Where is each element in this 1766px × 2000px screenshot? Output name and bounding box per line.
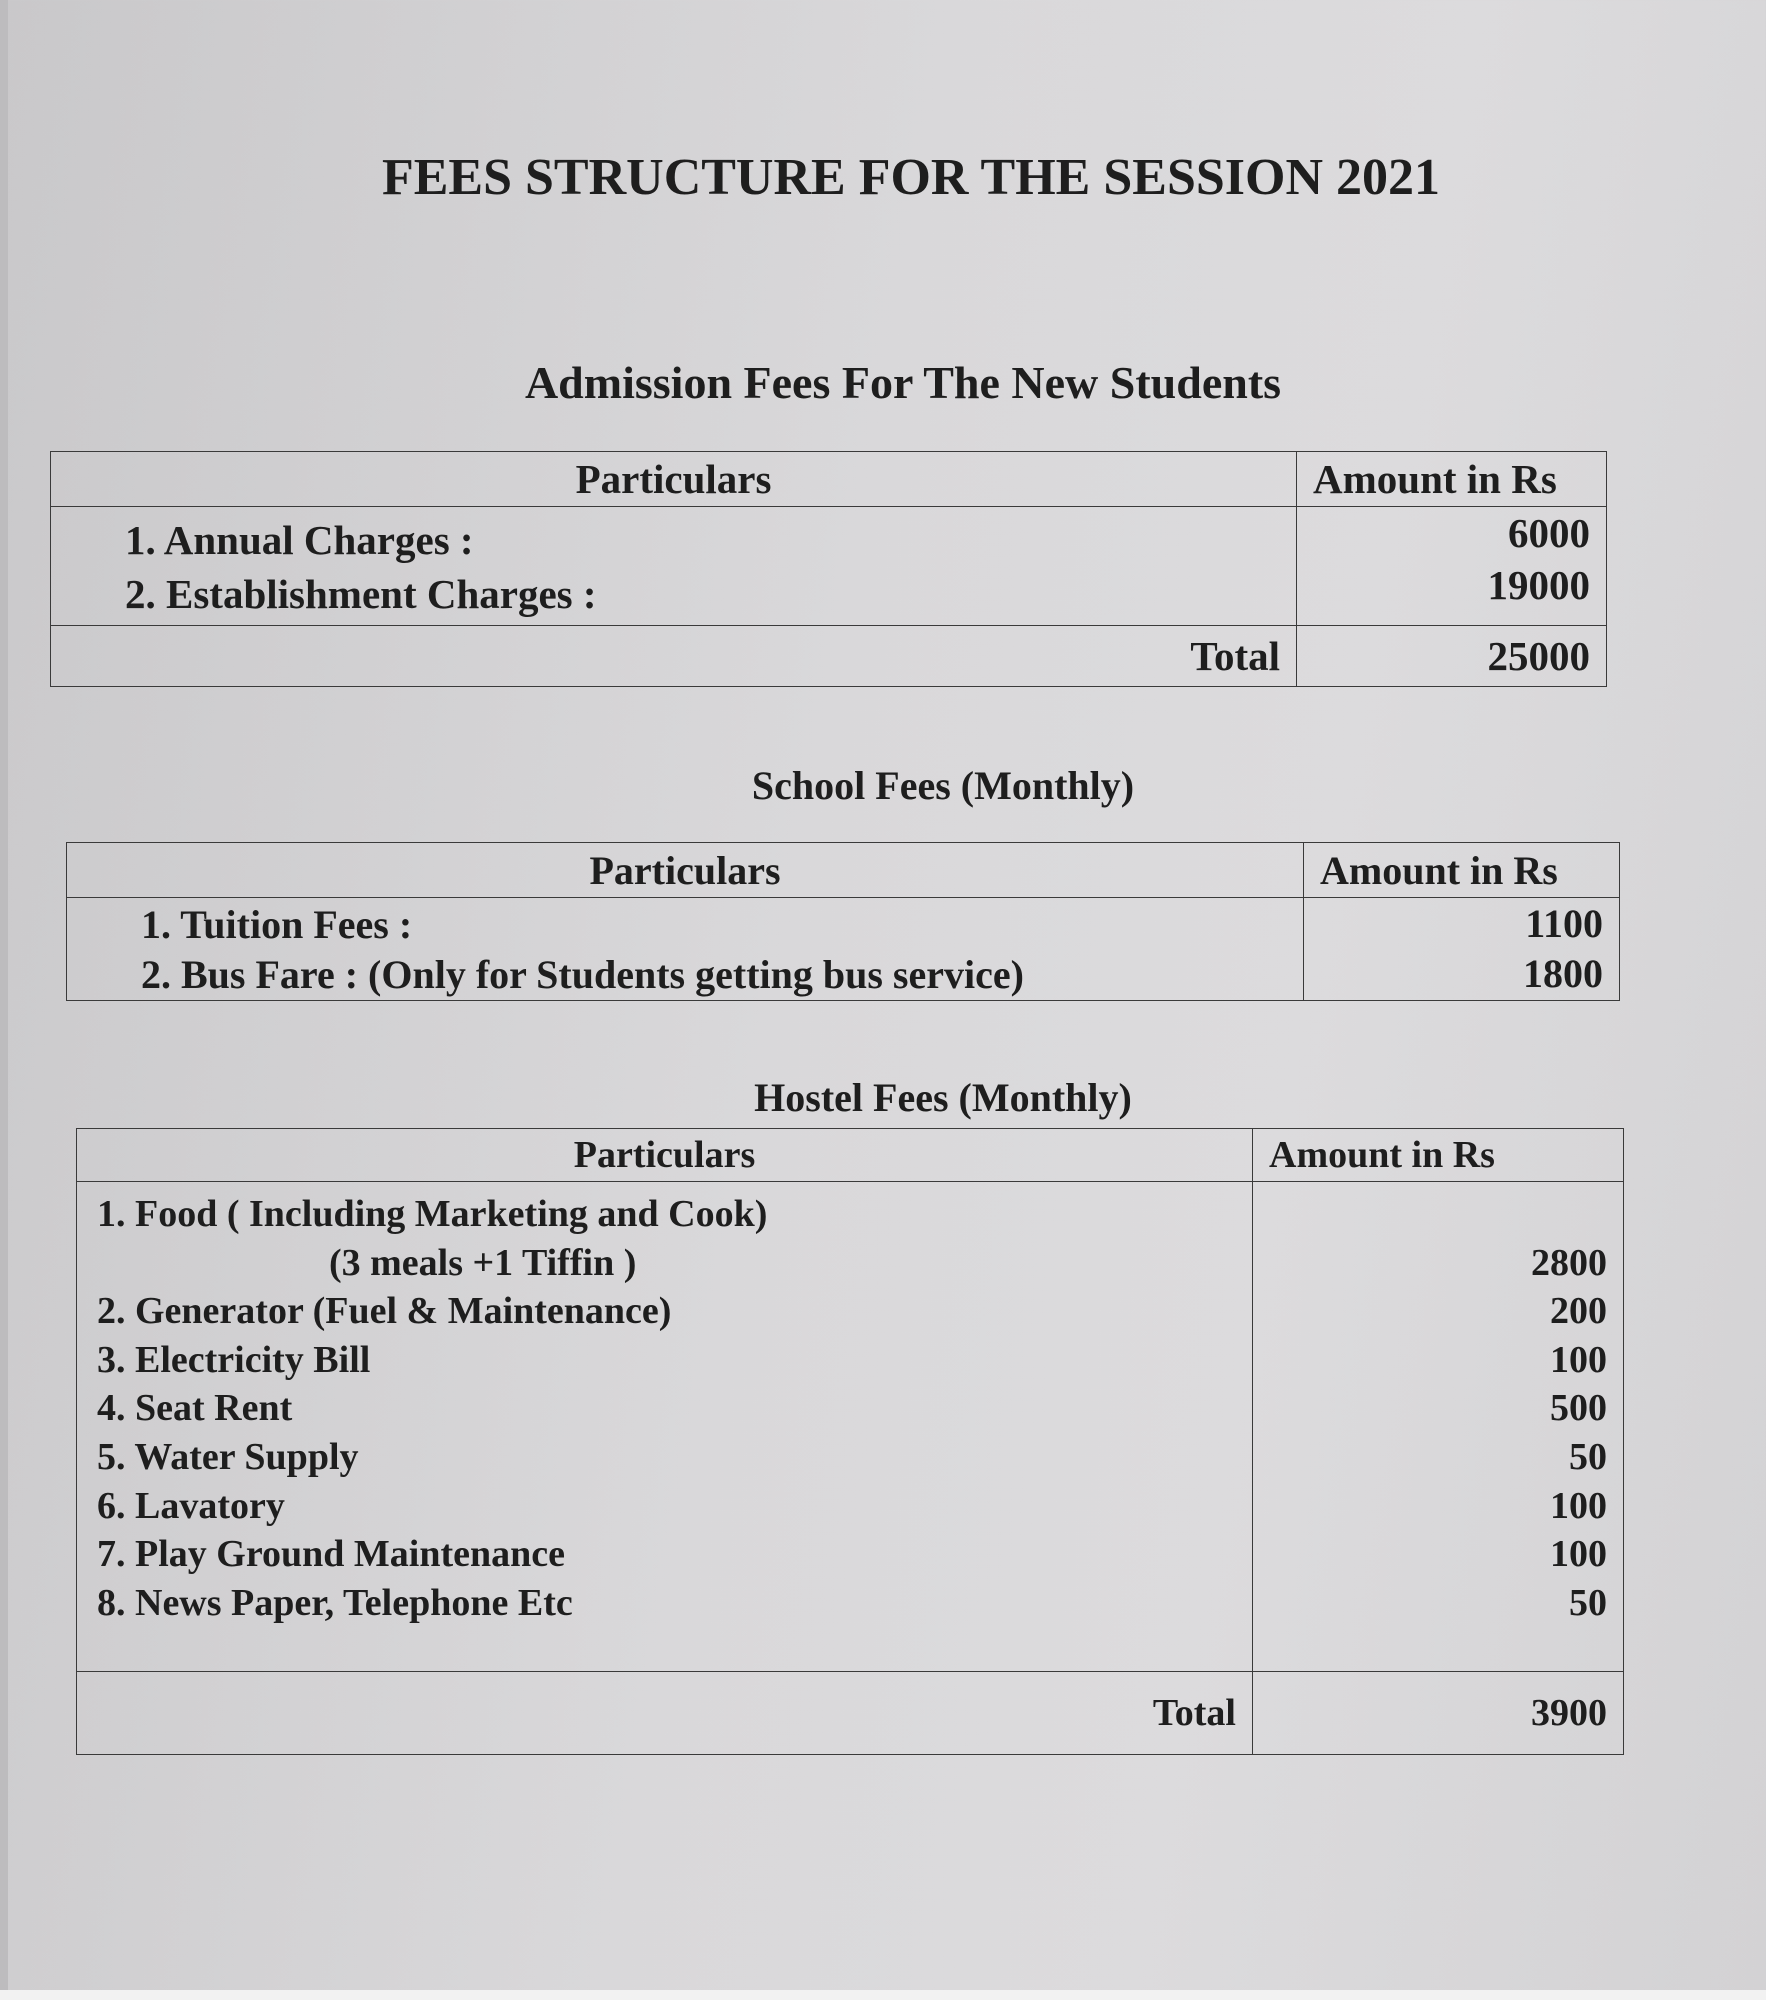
admission-fees-table bbox=[50, 451, 1607, 687]
amount-lavatory: 100 bbox=[1550, 1484, 1607, 1527]
column-header-amount: Amount in Rs bbox=[1304, 843, 1620, 898]
item-play-ground-maintenance: 7. Play Ground Maintenance bbox=[97, 1533, 565, 1576]
amount-cell bbox=[1304, 898, 1620, 1001]
item-establishment-charges: 2. Establishment Charges : bbox=[125, 571, 597, 617]
column-header-amount: Amount in Rs bbox=[1297, 452, 1607, 507]
total-label: Total bbox=[51, 626, 1297, 687]
table-row bbox=[67, 898, 1620, 1001]
table-row bbox=[77, 1182, 1624, 1672]
amount-news-paper-telephone: 50 bbox=[1569, 1581, 1607, 1624]
column-header-amount: Amount in Rs bbox=[1253, 1129, 1624, 1182]
amount-cell bbox=[1253, 1182, 1624, 1672]
amount-bus-fare: 1800 bbox=[1523, 951, 1603, 996]
item-food: 1. Food ( Including Marketing and Cook) bbox=[97, 1193, 768, 1235]
table-header-row bbox=[77, 1129, 1624, 1182]
item-generator: 2. Generator (Fuel & Maintenance) bbox=[97, 1290, 672, 1333]
amount-play-ground-maintenance: 100 bbox=[1550, 1533, 1607, 1576]
amount-establishment-charges: 19000 bbox=[1487, 562, 1590, 608]
school-fees-table bbox=[66, 842, 1620, 1001]
school-fees-heading: School Fees (Monthly) bbox=[751, 763, 1135, 808]
amount-food: 2800 bbox=[1531, 1241, 1607, 1284]
amount-tuition-fees: 1100 bbox=[1525, 901, 1603, 946]
item-seat-rent: 4. Seat Rent bbox=[97, 1387, 293, 1430]
total-row bbox=[51, 626, 1607, 687]
item-water-supply: 5. Water Supply bbox=[97, 1435, 359, 1478]
amount-water-supply: 50 bbox=[1569, 1435, 1607, 1478]
page-title: FEES STRUCTURE FOR THE SESSION 2021 bbox=[381, 149, 1441, 206]
amount-seat-rent: 500 bbox=[1550, 1387, 1607, 1430]
particulars-cell bbox=[51, 507, 1297, 626]
particulars-cell bbox=[77, 1182, 1253, 1672]
admission-heading: Admission Fees For The New Students bbox=[524, 357, 1282, 408]
total-amount: 25000 bbox=[1297, 626, 1607, 687]
item-annual-charges: 1. Annual Charges : bbox=[125, 517, 474, 563]
amount-annual-charges: 6000 bbox=[1508, 510, 1590, 556]
hostel-fees-table bbox=[76, 1128, 1624, 1755]
item-bus-fare: 2. Bus Fare : (Only for Students getting bus service) bbox=[141, 952, 1024, 997]
item-electricity-bill: 3. Electricity Bill bbox=[97, 1338, 371, 1381]
item-lavatory: 6. Lavatory bbox=[97, 1484, 285, 1527]
item-food-detail: (3 meals +1 Tiffin ) bbox=[329, 1241, 637, 1284]
page-left-edge bbox=[0, 0, 8, 2000]
particulars-cell bbox=[67, 898, 1304, 1001]
hostel-fees-heading: Hostel Fees (Monthly) bbox=[754, 1075, 1132, 1120]
column-header-particulars: Particulars bbox=[77, 1129, 1253, 1182]
table-header-row bbox=[67, 843, 1620, 898]
amount-electricity-bill: 100 bbox=[1550, 1338, 1607, 1381]
amount-cell bbox=[1297, 507, 1607, 626]
column-header-particulars: Particulars bbox=[67, 843, 1304, 898]
amount-generator: 200 bbox=[1550, 1290, 1607, 1333]
total-row bbox=[77, 1672, 1624, 1755]
page-bottom-edge bbox=[0, 1990, 1766, 2000]
column-header-particulars: Particulars bbox=[51, 452, 1297, 507]
item-tuition-fees: 1. Tuition Fees : bbox=[141, 902, 413, 947]
table-row bbox=[51, 507, 1607, 626]
total-amount: 3900 bbox=[1253, 1672, 1624, 1755]
table-header-row bbox=[51, 452, 1607, 507]
total-label: Total bbox=[77, 1672, 1253, 1755]
item-news-paper-telephone: 8. News Paper, Telephone Etc bbox=[97, 1581, 573, 1624]
